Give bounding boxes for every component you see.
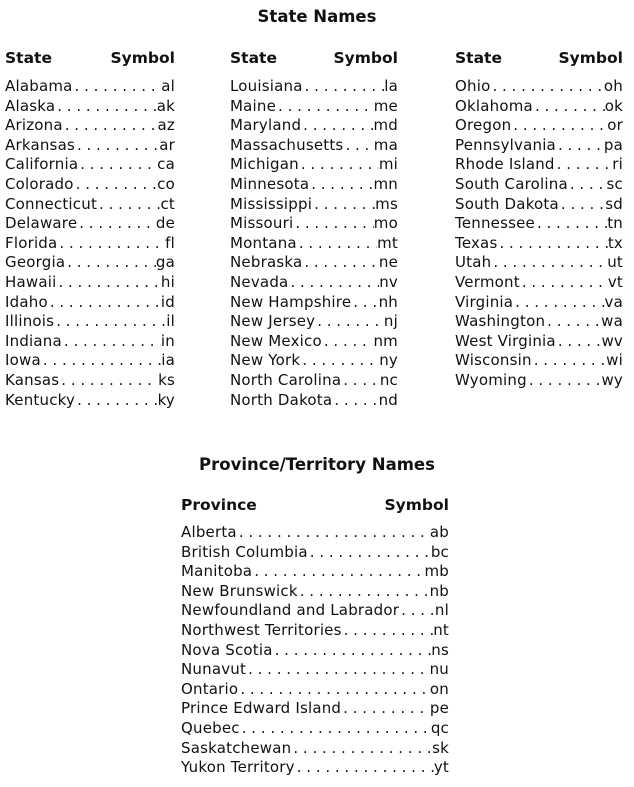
dot-leader	[78, 155, 157, 175]
entry-symbol: nm	[373, 331, 398, 350]
list-item	[455, 97, 623, 117]
dot-leader	[298, 582, 430, 602]
entry-name: Manitoba	[181, 562, 253, 581]
dot-leader	[62, 332, 161, 352]
entry-symbol: yt	[433, 758, 449, 777]
list-item	[181, 601, 449, 621]
entry-name: Texas	[455, 233, 498, 252]
entry-name: Delaware	[5, 214, 78, 233]
entry-symbol: nd	[378, 390, 398, 409]
entry-symbol: nc	[379, 370, 398, 389]
dot-leader	[65, 253, 156, 273]
dot-leader	[297, 234, 377, 254]
list-item	[181, 523, 449, 543]
list-item	[230, 175, 398, 195]
entry-symbol: nh	[378, 292, 398, 311]
entry-name: Wyoming	[455, 370, 527, 389]
entry-symbol: ky	[157, 390, 175, 409]
entry-symbol: ut	[607, 253, 623, 272]
entry-name: Maine	[230, 96, 277, 115]
entry-symbol: sk	[432, 738, 449, 757]
entry-name: Ontario	[181, 679, 239, 698]
list-item	[181, 582, 449, 602]
dot-leader	[490, 77, 603, 97]
entry-name: Alabama	[5, 77, 73, 95]
list-item	[5, 332, 175, 352]
entry-symbol: id	[160, 292, 175, 311]
entry-symbol: al	[161, 77, 175, 95]
symbol-header-label: Symbol	[333, 49, 398, 67]
state-names-title: State Names	[257, 7, 377, 26]
entry-symbol: tx	[607, 233, 623, 252]
dot-leader	[568, 175, 607, 195]
entry-name: Missouri	[230, 214, 294, 233]
list-item	[230, 371, 398, 391]
province-header-label: Province	[181, 496, 257, 514]
list-item	[230, 77, 398, 97]
entry-symbol: va	[604, 292, 623, 311]
entry-name: West Virginia	[455, 331, 556, 350]
entry-name: British Columbia	[181, 542, 308, 561]
entry-symbol: hi	[160, 272, 175, 291]
list-item	[230, 116, 398, 136]
entry-name: North Dakota	[230, 390, 333, 409]
entry-name: New Jersey	[230, 312, 316, 331]
entry-name: Virginia	[455, 292, 514, 311]
list-item	[230, 332, 398, 352]
entry-name: Massachusetts	[230, 135, 344, 154]
list-item	[5, 234, 175, 254]
list-item	[455, 116, 623, 136]
list-item	[230, 253, 398, 273]
dot-leader	[75, 136, 159, 156]
state-column-header	[230, 48, 398, 68]
dot-leader	[252, 562, 424, 582]
entry-symbol: tn	[607, 214, 623, 233]
dot-leader	[343, 136, 373, 156]
dot-leader	[300, 351, 379, 371]
entry-name: Nova Scotia	[181, 640, 273, 659]
list-item	[181, 680, 449, 700]
dot-leader	[237, 523, 430, 543]
entry-name: Arkansas	[5, 135, 75, 154]
entry-name: Connecticut	[5, 194, 98, 213]
list-item	[181, 543, 449, 563]
entry-symbol: nv	[379, 272, 398, 291]
entry-symbol: mi	[378, 155, 398, 174]
list-item	[5, 214, 175, 234]
entry-name: Idaho	[5, 292, 48, 311]
entry-symbol: wv	[601, 331, 623, 350]
entry-symbol: ns	[431, 640, 449, 659]
entry-symbol: ok	[604, 96, 623, 115]
dot-leader	[41, 351, 161, 371]
entry-name: Quebec	[181, 718, 240, 737]
dot-leader	[246, 660, 429, 680]
list-item	[5, 175, 175, 195]
list-item	[230, 293, 398, 313]
dot-leader	[54, 312, 166, 332]
dot-leader	[545, 312, 601, 332]
entry-name: Alberta	[181, 523, 237, 541]
entry-name: Newfoundland and Labrador	[181, 601, 400, 620]
entry-symbol: md	[373, 116, 398, 135]
dot-leader	[57, 234, 165, 254]
entry-name: Oregon	[455, 116, 512, 135]
dot-leader	[288, 273, 379, 293]
list-item	[181, 739, 449, 759]
entry-name: Kansas	[5, 370, 60, 389]
list-item	[5, 312, 175, 332]
entry-name: Indiana	[5, 331, 62, 350]
dot-leader	[295, 758, 434, 778]
province-column-header	[181, 495, 449, 515]
entry-symbol: on	[429, 679, 449, 698]
list-item	[455, 195, 623, 215]
dot-leader	[533, 97, 605, 117]
entry-symbol: mt	[377, 233, 398, 252]
entry-symbol: ma	[373, 135, 398, 154]
list-item	[5, 391, 175, 411]
entry-name: Saskatchewan	[181, 738, 292, 757]
entry-symbol: ct	[160, 194, 175, 213]
dot-leader	[559, 195, 605, 215]
entry-name: Rhode Island	[455, 155, 555, 174]
list-item	[181, 660, 449, 680]
entry-name: Louisiana	[230, 77, 303, 95]
entry-name: Alaska	[5, 96, 56, 115]
entry-symbol: ms	[375, 194, 398, 213]
dot-leader	[63, 116, 158, 136]
entry-name: North Carolina	[230, 370, 342, 389]
entry-symbol: wa	[601, 312, 623, 331]
entry-symbol: qc	[430, 718, 449, 737]
list-item	[181, 699, 449, 719]
list-item	[181, 758, 449, 778]
entry-symbol: wi	[606, 351, 623, 370]
list-item	[455, 371, 623, 391]
entry-symbol: pe	[429, 699, 449, 718]
entry-name: Prince Edward Island	[181, 699, 342, 718]
entry-name: Florida	[5, 233, 58, 252]
entry-symbol: ga	[155, 253, 175, 272]
list-item	[230, 214, 398, 234]
list-item	[455, 136, 623, 156]
entry-name: Georgia	[5, 253, 66, 272]
province-names-title: Province/Territory Names	[199, 455, 435, 474]
list-item	[230, 351, 398, 371]
entry-name: Michigan	[230, 155, 299, 174]
dot-leader	[532, 351, 606, 371]
entry-symbol: nj	[383, 312, 398, 331]
dot-leader	[513, 293, 604, 313]
entry-symbol: nt	[433, 620, 449, 639]
entry-name: Ohio	[455, 77, 491, 95]
entry-symbol: ks	[158, 370, 175, 389]
entry-symbol: ia	[161, 351, 175, 370]
list-item	[455, 293, 623, 313]
entry-symbol: nl	[434, 601, 449, 620]
dot-leader	[56, 273, 160, 293]
list-item	[5, 155, 175, 175]
entry-symbol: ar	[159, 135, 175, 154]
dot-leader	[315, 312, 384, 332]
dot-leader	[291, 739, 432, 759]
dot-leader	[491, 253, 607, 273]
state-list	[5, 77, 175, 410]
dot-leader	[97, 195, 160, 215]
list-item	[5, 116, 175, 136]
province-list	[181, 523, 449, 778]
entry-name: Nunavut	[181, 660, 247, 679]
list-item	[455, 175, 623, 195]
entry-symbol: az	[157, 116, 175, 135]
dot-leader	[497, 234, 607, 254]
list-item	[5, 351, 175, 371]
dot-leader	[276, 97, 374, 117]
entry-symbol: mn	[373, 174, 398, 193]
dot-leader	[293, 214, 373, 234]
entry-name: Utah	[455, 253, 492, 272]
entry-name: Nevada	[230, 272, 289, 291]
entry-symbol: or	[607, 116, 623, 135]
list-item	[455, 155, 623, 175]
entry-name: Kentucky	[5, 390, 76, 409]
list-item	[455, 253, 623, 273]
dot-leader	[527, 371, 602, 391]
entry-name: California	[5, 155, 79, 174]
dot-leader	[73, 77, 162, 97]
dot-leader	[351, 293, 378, 313]
list-item	[230, 391, 398, 411]
list-item	[181, 719, 449, 739]
list-item	[455, 214, 623, 234]
list-item	[230, 312, 398, 332]
list-item	[230, 97, 398, 117]
entry-name: Pennsylvania	[455, 135, 556, 154]
dot-leader	[302, 253, 379, 273]
entry-symbol: ak	[156, 96, 175, 115]
dot-leader	[74, 175, 158, 195]
list-item	[455, 351, 623, 371]
entry-name: Montana	[230, 233, 297, 252]
list-item	[455, 234, 623, 254]
entry-name: Arizona	[5, 116, 63, 135]
dot-leader	[322, 332, 374, 352]
list-item	[455, 77, 623, 97]
list-item	[5, 77, 175, 97]
entry-symbol: ab	[429, 523, 449, 541]
entry-name: Northwest Territories	[181, 620, 342, 639]
state-list	[455, 77, 623, 391]
entry-symbol: ny	[379, 351, 398, 370]
list-item	[230, 136, 398, 156]
entry-symbol: mb	[424, 562, 449, 581]
state-list	[230, 77, 398, 410]
entry-symbol: sc	[606, 174, 623, 193]
entry-name: Vermont	[455, 272, 520, 291]
entry-symbol: ne	[378, 253, 398, 272]
state-column-1	[5, 48, 175, 410]
entry-symbol: in	[160, 331, 175, 350]
entry-name: South Carolina	[455, 174, 568, 193]
entry-name: Nebraska	[230, 253, 303, 272]
entry-symbol: sd	[605, 194, 623, 213]
dot-leader	[342, 621, 434, 641]
dot-leader	[59, 371, 158, 391]
province-column	[181, 495, 449, 778]
entry-name: New Brunswick	[181, 581, 298, 600]
state-column-header	[5, 48, 175, 68]
entry-symbol: me	[373, 96, 398, 115]
dot-leader	[341, 371, 380, 391]
dot-leader	[511, 116, 607, 136]
list-item	[455, 273, 623, 293]
list-item	[230, 195, 398, 215]
list-item	[455, 332, 623, 352]
state-column-2	[230, 48, 398, 410]
entry-symbol: oh	[603, 77, 623, 95]
list-item	[230, 234, 398, 254]
list-item	[455, 312, 623, 332]
entry-symbol: il	[166, 312, 175, 331]
dot-leader	[238, 680, 430, 700]
entry-name: Oklahoma	[455, 96, 533, 115]
list-item	[5, 97, 175, 117]
dot-leader	[240, 719, 431, 739]
dot-leader	[301, 116, 373, 136]
dot-leader	[308, 543, 431, 563]
list-item	[5, 253, 175, 273]
dot-leader	[55, 97, 156, 117]
dot-leader	[341, 699, 430, 719]
list-item	[5, 136, 175, 156]
entry-name: Tennessee	[455, 214, 535, 233]
dot-leader	[299, 155, 379, 175]
entry-symbol: nu	[429, 660, 449, 679]
entry-symbol: de	[155, 214, 175, 233]
dot-leader	[48, 293, 161, 313]
entry-symbol: co	[157, 174, 175, 193]
entry-symbol: pa	[603, 135, 623, 154]
dot-leader	[520, 273, 608, 293]
list-item	[230, 273, 398, 293]
entry-symbol: ca	[157, 155, 175, 174]
state-column-3	[455, 48, 623, 391]
entry-symbol: fl	[165, 233, 175, 252]
entry-symbol: ri	[612, 155, 623, 174]
entry-name: New Mexico	[230, 331, 322, 350]
state-column-header	[455, 48, 623, 68]
state-header-label: State	[455, 49, 502, 67]
entry-symbol: mo	[373, 214, 398, 233]
entry-symbol: la	[384, 77, 398, 95]
symbol-header-label: Symbol	[558, 49, 623, 67]
entry-symbol: bc	[430, 542, 449, 561]
dot-leader	[303, 77, 385, 97]
dot-leader	[273, 641, 432, 661]
list-item	[181, 641, 449, 661]
entry-name: Hawaii	[5, 272, 57, 291]
dot-leader	[556, 136, 604, 156]
dot-leader	[332, 391, 378, 411]
dot-leader	[77, 214, 156, 234]
state-header-label: State	[5, 49, 52, 67]
dot-leader	[399, 601, 435, 621]
list-item	[181, 621, 449, 641]
dot-leader	[535, 214, 607, 234]
list-item	[5, 273, 175, 293]
list-item	[5, 371, 175, 391]
list-item	[5, 195, 175, 215]
entry-name: Iowa	[5, 351, 41, 370]
dot-leader	[309, 175, 373, 195]
entry-name: New Hampshire	[230, 292, 352, 311]
dot-leader	[312, 195, 375, 215]
entry-name: Wisconsin	[455, 351, 532, 370]
entry-name: New York	[230, 351, 301, 370]
dot-leader	[75, 391, 157, 411]
entry-symbol: wy	[601, 370, 623, 389]
entry-name: Yukon Territory	[181, 758, 295, 777]
list-item	[230, 155, 398, 175]
entry-name: Mississippi	[230, 194, 313, 213]
symbol-header-label: Symbol	[384, 496, 449, 514]
entry-name: Illinois	[5, 312, 55, 331]
state-header-label: State	[230, 49, 277, 67]
symbol-header-label: Symbol	[110, 49, 175, 67]
dot-leader	[555, 155, 613, 175]
entry-name: South Dakota	[455, 194, 559, 213]
entry-name: Minnesota	[230, 174, 310, 193]
entry-name: Colorado	[5, 174, 74, 193]
entry-symbol: nb	[429, 581, 449, 600]
entry-symbol: vt	[607, 272, 623, 291]
entry-name: Maryland	[230, 116, 302, 135]
list-item	[5, 293, 175, 313]
entry-name: Washington	[455, 312, 546, 331]
dot-leader	[556, 332, 602, 352]
list-item	[181, 562, 449, 582]
